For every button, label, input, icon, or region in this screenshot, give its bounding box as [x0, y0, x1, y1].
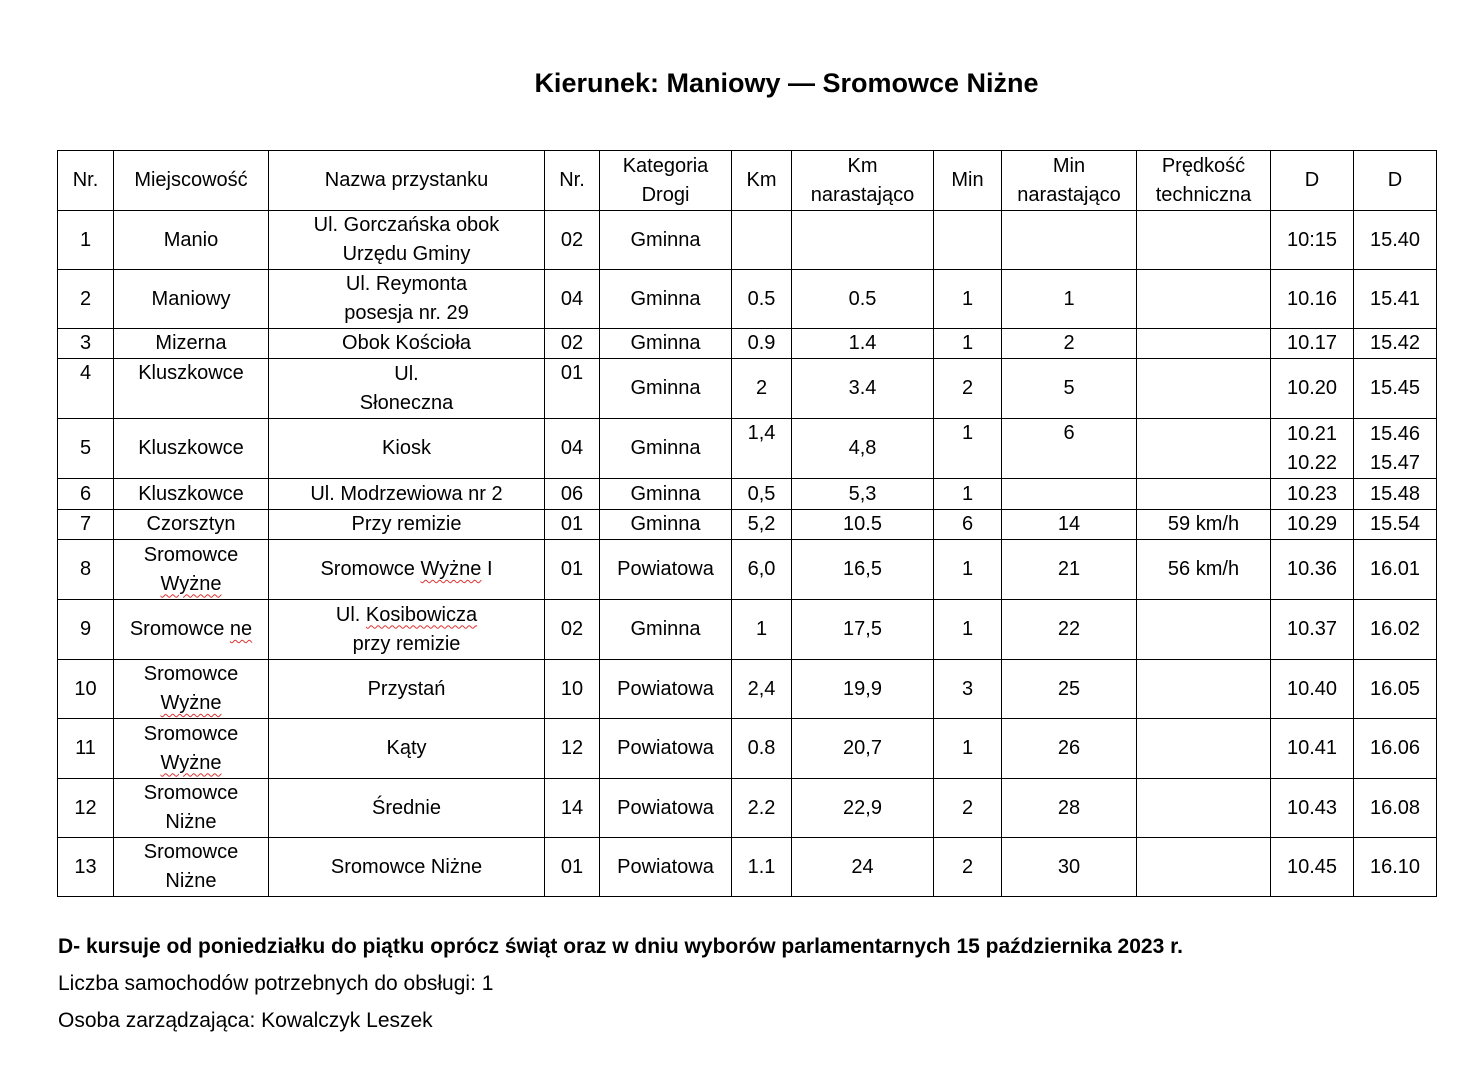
cell-nr: 13	[58, 838, 114, 897]
cell-km: 6,0	[732, 540, 792, 600]
cell-nazwa-przystanku: Sromowce Niżne	[269, 838, 545, 897]
cell-d-2: 15.42	[1354, 329, 1437, 359]
cell-min: 2	[934, 838, 1002, 897]
cell-d-2: 15.40	[1354, 211, 1437, 270]
cell-km: 2,4	[732, 660, 792, 719]
operating-days-note: D- kursuje od poniedziałku do piątku oprócz świąt oraz w dniu wyborów parlamentarnych 15 października 2023 r.	[58, 935, 1183, 958]
cell-nr: 7	[58, 510, 114, 540]
cell-nr-przystanku: 02	[545, 211, 600, 270]
cell-km-narastajaco: 3.4	[792, 359, 934, 419]
cell-miejscowosc: Mizerna	[114, 329, 269, 359]
cell-nr-przystanku: 02	[545, 600, 600, 660]
cell-min-narastajaco: 5	[1002, 359, 1137, 419]
cell-d-2: 15.41	[1354, 270, 1437, 329]
cell-min-narastajaco	[1002, 211, 1137, 270]
cell-predkosc: 59 km/h	[1137, 510, 1271, 540]
table-row	[58, 540, 1437, 600]
cell-d-1: 10.21 10.22	[1271, 419, 1354, 479]
cell-min-narastajaco: 1	[1002, 270, 1137, 329]
cell-d-1: 10.41	[1271, 719, 1354, 779]
cell-predkosc	[1137, 719, 1271, 779]
cell-nr: 5	[58, 419, 114, 479]
cell-d-2: 15.45	[1354, 359, 1437, 419]
col-miejscowosc-header: Miejscowość	[114, 151, 269, 211]
cell-predkosc	[1137, 838, 1271, 897]
cell-nazwa-przystanku: Przystań	[269, 660, 545, 719]
cell-min	[934, 211, 1002, 270]
table-row	[58, 270, 1437, 329]
table-row	[58, 359, 1437, 419]
cell-nazwa-przystanku: Sromowce Wyżne I	[269, 540, 545, 600]
cell-kategoria-drogi: Gminna	[600, 510, 732, 540]
table-row	[58, 660, 1437, 719]
cell-nr: 4	[58, 359, 114, 419]
cell-kategoria-drogi: Gminna	[600, 479, 732, 510]
cell-km-narastajaco: 24	[792, 838, 934, 897]
cell-predkosc	[1137, 479, 1271, 510]
cell-nr-przystanku: 01	[545, 359, 600, 419]
col-min-header: Min	[934, 151, 1002, 211]
cell-predkosc	[1137, 419, 1271, 479]
cell-nr-przystanku: 14	[545, 779, 600, 838]
cell-kategoria-drogi: Gminna	[600, 419, 732, 479]
cell-d-2: 16.01	[1354, 540, 1437, 600]
cell-km-narastajaco: 19,9	[792, 660, 934, 719]
cell-predkosc	[1137, 270, 1271, 329]
cell-predkosc	[1137, 660, 1271, 719]
cell-km-narastajaco: 10.5	[792, 510, 934, 540]
cell-min-narastajaco: 22	[1002, 600, 1137, 660]
cell-nr-przystanku: 06	[545, 479, 600, 510]
cell-d-1: 10.43	[1271, 779, 1354, 838]
cell-kategoria-drogi: Gminna	[600, 270, 732, 329]
cell-min-narastajaco: 25	[1002, 660, 1137, 719]
document-title: Kierunek: Maniowy — Sromowce Niżne	[534, 68, 1039, 98]
cell-nr: 12	[58, 779, 114, 838]
cell-km: 0.5	[732, 270, 792, 329]
cell-min-narastajaco	[1002, 479, 1137, 510]
table-row	[58, 419, 1437, 479]
cell-min-narastajaco: 28	[1002, 779, 1137, 838]
cell-predkosc	[1137, 329, 1271, 359]
cell-kategoria-drogi: Gminna	[600, 329, 732, 359]
cell-min: 1	[934, 329, 1002, 359]
cell-nr: 8	[58, 540, 114, 600]
cell-d-1: 10.29	[1271, 510, 1354, 540]
cell-km	[732, 211, 792, 270]
cell-d-1: 10.45	[1271, 838, 1354, 897]
table-row	[58, 600, 1437, 660]
cell-nr-przystanku: 04	[545, 270, 600, 329]
table-row	[58, 329, 1437, 359]
cell-min: 1	[934, 719, 1002, 779]
cell-min: 1	[934, 419, 1002, 479]
cell-nr-przystanku: 01	[545, 540, 600, 600]
cell-km: 1,4	[732, 419, 792, 479]
timetable	[57, 150, 1437, 897]
cell-nazwa-przystanku: Średnie	[269, 779, 545, 838]
cell-predkosc	[1137, 600, 1271, 660]
cell-km-narastajaco: 0.5	[792, 270, 934, 329]
cell-d-1: 10.20	[1271, 359, 1354, 419]
cell-km-narastajaco: 16,5	[792, 540, 934, 600]
cell-miejscowosc: Sromowce Niżne	[114, 838, 269, 897]
cell-km-narastajaco: 4,8	[792, 419, 934, 479]
notes	[58, 928, 1183, 1039]
cell-d-2: 15.54	[1354, 510, 1437, 540]
col-d-1-header: D	[1271, 151, 1354, 211]
cell-km: 0,5	[732, 479, 792, 510]
cell-miejscowosc: Sromowce ne	[114, 600, 269, 660]
cell-d-2: 16.05	[1354, 660, 1437, 719]
cell-km-narastajaco: 22,9	[792, 779, 934, 838]
cell-nazwa-przystanku: Obok Kościoła	[269, 329, 545, 359]
cell-km-narastajaco: 20,7	[792, 719, 934, 779]
cell-km: 0.8	[732, 719, 792, 779]
cell-min: 6	[934, 510, 1002, 540]
col-min-narastajaco-header: Min narastająco	[1002, 151, 1137, 211]
cell-min-narastajaco: 2	[1002, 329, 1137, 359]
cell-nazwa-przystanku: Kiosk	[269, 419, 545, 479]
cell-miejscowosc: Sromowce Wyżne	[114, 719, 269, 779]
cell-min-narastajaco: 26	[1002, 719, 1137, 779]
cell-nr: 11	[58, 719, 114, 779]
cell-min: 1	[934, 479, 1002, 510]
table-row	[58, 838, 1437, 897]
cell-km-narastajaco: 17,5	[792, 600, 934, 660]
cell-kategoria-drogi: Gminna	[600, 359, 732, 419]
cell-nr-przystanku: 12	[545, 719, 600, 779]
cell-nr-przystanku: 04	[545, 419, 600, 479]
cell-nazwa-przystanku: Ul. Reymonta posesja nr. 29	[269, 270, 545, 329]
cell-d-2: 16.08	[1354, 779, 1437, 838]
cell-km: 0.9	[732, 329, 792, 359]
cell-nazwa-przystanku: Ul. Kosibowicza przy remizie	[269, 600, 545, 660]
cell-d-2: 16.02	[1354, 600, 1437, 660]
cell-min: 3	[934, 660, 1002, 719]
cell-kategoria-drogi: Powiatowa	[600, 540, 732, 600]
cell-nr-przystanku: 02	[545, 329, 600, 359]
cell-miejscowosc: Maniowy	[114, 270, 269, 329]
cell-nazwa-przystanku: Przy remizie	[269, 510, 545, 540]
cell-nr-przystanku: 01	[545, 510, 600, 540]
col-nr-header: Nr.	[58, 151, 114, 211]
col-km-narastajaco-header: Km narastająco	[792, 151, 934, 211]
cell-kategoria-drogi: Powiatowa	[600, 838, 732, 897]
cell-miejscowosc: Sromowce Niżne	[114, 779, 269, 838]
cell-km: 2	[732, 359, 792, 419]
table-row	[58, 779, 1437, 838]
cell-nr: 9	[58, 600, 114, 660]
cell-miejscowosc: Czorsztyn	[114, 510, 269, 540]
cell-d-2: 15.46 15.47	[1354, 419, 1437, 479]
cell-miejscowosc: Sromowce Wyżne	[114, 660, 269, 719]
cell-miejscowosc: Kluszkowce	[114, 359, 269, 419]
table-row	[58, 479, 1437, 510]
cell-km-narastajaco: 5,3	[792, 479, 934, 510]
col-nazwa-przystanku-header: Nazwa przystanku	[269, 151, 545, 211]
cell-predkosc	[1137, 359, 1271, 419]
cell-kategoria-drogi: Powiatowa	[600, 660, 732, 719]
table-row	[58, 719, 1437, 779]
cell-nazwa-przystanku: Kąty	[269, 719, 545, 779]
cell-miejscowosc: Manio	[114, 211, 269, 270]
cell-km: 2.2	[732, 779, 792, 838]
col-kategoria-drogi-header: Kategoria Drogi	[600, 151, 732, 211]
cell-km-narastajaco	[792, 211, 934, 270]
col-d-2-header: D	[1354, 151, 1437, 211]
cell-kategoria-drogi: Powiatowa	[600, 719, 732, 779]
col-predkosc-header: Prędkość techniczna	[1137, 151, 1271, 211]
cell-d-2: 15.48	[1354, 479, 1437, 510]
cell-d-2: 16.10	[1354, 838, 1437, 897]
cell-nazwa-przystanku: Ul. Gorczańska obok Urzędu Gminy	[269, 211, 545, 270]
cell-min-narastajaco: 14	[1002, 510, 1137, 540]
table-row	[58, 211, 1437, 270]
cell-d-1: 10.40	[1271, 660, 1354, 719]
cell-min-narastajaco: 21	[1002, 540, 1137, 600]
cell-kategoria-drogi: Powiatowa	[600, 779, 732, 838]
cell-nazwa-przystanku: Ul. Modrzewiowa nr 2	[269, 479, 545, 510]
cell-miejscowosc: Sromowce Wyżne	[114, 540, 269, 600]
cell-min-narastajaco: 30	[1002, 838, 1137, 897]
cell-min: 1	[934, 600, 1002, 660]
cell-min-narastajaco: 6	[1002, 419, 1137, 479]
cell-min: 1	[934, 540, 1002, 600]
table-row	[58, 510, 1437, 540]
col-km-header: Km	[732, 151, 792, 211]
cell-nr-przystanku: 01	[545, 838, 600, 897]
cell-d-2: 16.06	[1354, 719, 1437, 779]
table-header-row	[58, 151, 1437, 211]
cell-d-1: 10.37	[1271, 600, 1354, 660]
cell-d-1: 10.36	[1271, 540, 1354, 600]
vehicles-note: Liczba samochodów potrzebnych do obsługi: 1	[58, 972, 494, 995]
cell-min: 2	[934, 779, 1002, 838]
cell-min: 2	[934, 359, 1002, 419]
cell-nr: 10	[58, 660, 114, 719]
cell-nr: 6	[58, 479, 114, 510]
cell-d-1: 10:15	[1271, 211, 1354, 270]
cell-kategoria-drogi: Gminna	[600, 211, 732, 270]
cell-d-1: 10.16	[1271, 270, 1354, 329]
cell-kategoria-drogi: Gminna	[600, 600, 732, 660]
cell-km-narastajaco: 1.4	[792, 329, 934, 359]
cell-nr: 2	[58, 270, 114, 329]
col-nr-przystanku-header: Nr.	[545, 151, 600, 211]
cell-nazwa-przystanku: Ul. Słoneczna	[269, 359, 545, 419]
cell-predkosc	[1137, 779, 1271, 838]
cell-km: 1	[732, 600, 792, 660]
cell-d-1: 10.17	[1271, 329, 1354, 359]
cell-miejscowosc: Kluszkowce	[114, 479, 269, 510]
cell-predkosc	[1137, 211, 1271, 270]
cell-miejscowosc: Kluszkowce	[114, 419, 269, 479]
cell-predkosc: 56 km/h	[1137, 540, 1271, 600]
cell-nr: 1	[58, 211, 114, 270]
cell-km: 1.1	[732, 838, 792, 897]
cell-km: 5,2	[732, 510, 792, 540]
cell-min: 1	[934, 270, 1002, 329]
manager-note: Osoba zarządzająca: Kowalczyk Leszek	[58, 1009, 433, 1032]
cell-nr-przystanku: 10	[545, 660, 600, 719]
cell-nr: 3	[58, 329, 114, 359]
cell-d-1: 10.23	[1271, 479, 1354, 510]
